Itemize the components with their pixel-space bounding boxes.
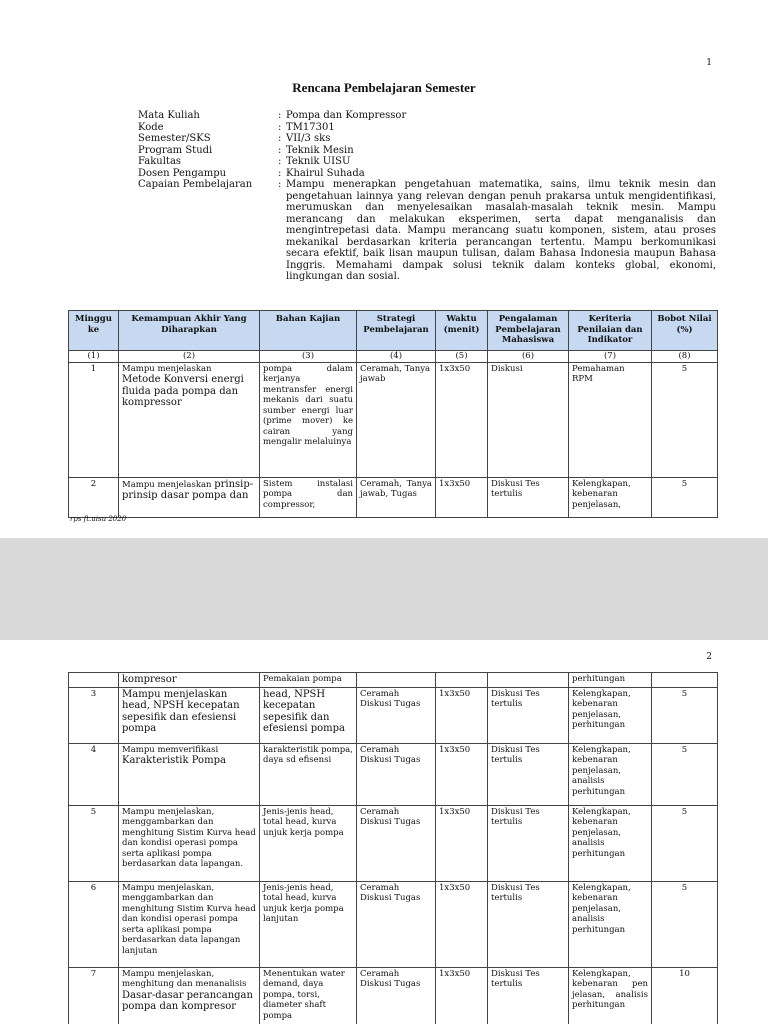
time-cell: 1x3x50 <box>436 805 488 881</box>
week-cell: 1 <box>69 362 119 477</box>
column-number: (6) <box>488 351 569 363</box>
week-cell: 6 <box>69 881 119 967</box>
weight-cell: 5 <box>652 687 718 743</box>
ability-text: Dasar-dasar perancangan pompa dan kompresor <box>122 989 253 1012</box>
ability-prefix: Mampu menjelaskan <box>122 479 212 490</box>
material-cell: Pemakaian pompa <box>260 673 357 688</box>
meta-value: VII/3 sks <box>286 133 331 144</box>
column-number: (8) <box>652 351 718 363</box>
meta-row: Fakultas : Teknik UISU <box>138 156 716 168</box>
strategy-cell: Ceramah Diskusi Tugas <box>357 881 436 967</box>
meta-value: Pompa dan Kompressor <box>286 110 407 121</box>
meta-value: TM17301 <box>286 121 335 133</box>
column-header: Pengalaman Pembelajaran Mahasiswa <box>488 311 569 351</box>
criteria-cell: Kelengkapan, kebenaran penjelasan, perhitungan <box>569 687 652 743</box>
column-header: Minggu ke <box>69 311 119 351</box>
meta-value: Teknik Mesin <box>286 144 354 156</box>
column-number: (7) <box>569 351 652 363</box>
footer-note: rps ft.uisu 2020 <box>70 515 127 523</box>
material-cell: pompa dalam kerjanya mentransfer energi mekanis dari suatu sumber energi luar (prime mover) ke cairan yang mengalir melaluinya <box>260 362 357 477</box>
time-cell: 1x3x50 <box>436 477 488 517</box>
table-row <box>69 687 718 743</box>
meta-row: Mata Kuliah : Pompa dan Kompressor <box>138 110 716 122</box>
column-number: (1) <box>69 351 119 363</box>
week-cell: 3 <box>69 687 119 743</box>
experience-cell: Diskusi Tes tertulis <box>488 743 569 805</box>
experience-cell: Diskusi Tes tertulis <box>488 967 569 1024</box>
table-row <box>69 477 718 517</box>
learning-outcome: Mampu menerapkan pengetahuan matematika, sains, ilmu teknik mesin dan pengetahuan lainnya yang relevan dengan penuh prakarsa untuk mengidentifikasi, merumuskan dan menyelesaikan masalah-masalah teknik mesin. Mampu merancang dan melakukan eksperimen, serta dapat menganalisis dan mengintrepetasi data. Mampu merancang suatu komponen, sistem, atau proses mekanikal berdasarkan kriteria perancangan tertentu. Mampu berkomunikasi secara efektif, baik lisan maupun tulisan, dalam Bahasa Indonesia maupun Bahasa Inggris. Memahami dampak solusi teknik dalam konteks global, ekonomi, lingkungan dan sosial. <box>286 179 716 282</box>
material-cell: Sistem instalasi pompa dan compressor, <box>260 477 357 517</box>
ability-cell <box>119 967 260 1024</box>
ability-cell: kompresor <box>119 673 260 688</box>
strategy-cell: Ceramah Diskusi Tugas <box>357 805 436 881</box>
ability-prefix: Mampu menjelaskan, menghitung dan menanalisis <box>122 968 247 989</box>
meta-key: Kode <box>138 121 164 133</box>
time-cell: 1x3x50 <box>436 743 488 805</box>
meta-key: Semester/SKS <box>138 133 211 144</box>
week-cell: 2 <box>69 477 119 517</box>
column-header: Bobot Nilai (%) <box>652 311 718 351</box>
table-row <box>69 805 718 881</box>
page-number: 1 <box>706 58 712 68</box>
time-cell: 1x3x50 <box>436 687 488 743</box>
meta-row: Semester/SKS : VII/3 sks <box>138 133 716 145</box>
meta-value: Khairul Suhada <box>286 167 365 179</box>
time-cell: 1x3x50 <box>436 362 488 477</box>
week-cell: 7 <box>69 967 119 1024</box>
column-header: Bahan Kajian <box>260 311 357 351</box>
strategy-cell: Ceramah Diskusi Tugas <box>357 687 436 743</box>
ability-cell <box>119 362 260 477</box>
experience-cell: Diskusi Tes tertulis <box>488 477 569 517</box>
meta-row: Dosen Pengampu : Khairul Suhada <box>138 168 716 180</box>
strategy-cell: Ceramah, Tanya jawab <box>357 362 436 477</box>
column-header: Keriteria Penilaian dan Indikator <box>569 311 652 351</box>
rps-table <box>68 310 718 518</box>
page-number: 2 <box>706 652 712 662</box>
column-number: (4) <box>357 351 436 363</box>
column-header: Waktu (menit) <box>436 311 488 351</box>
ability-cell: Mampu menjelaskan, menggambarkan dan menghitung Sistim Kurva head dan kondisi operasi pompa serta aplikasi pompa berdasarkan data lapangan. <box>119 805 260 881</box>
time-cell: 1x3x50 <box>436 967 488 1024</box>
table-row <box>69 881 718 967</box>
experience-cell: Diskusi <box>488 362 569 477</box>
weight-cell: 5 <box>652 881 718 967</box>
document-title: Rencana Pembelajaran Semester <box>292 80 476 95</box>
meta-row: Kode : TM17301 <box>138 122 716 134</box>
meta-key: Dosen Pengampu <box>138 167 227 179</box>
ability-prefix: Mampu menjelaskan <box>122 363 212 374</box>
material-cell: Menentukan water demand, daya pompa, torsi, diameter shaft pompa <box>260 967 357 1024</box>
course-info <box>138 110 716 283</box>
meta-row: Capaian Pembelajaran : Mampu menerapkan pengetahuan matematika, sains, ilmu teknik mesin dan pengetahuan lainnya yang relevan dengan penuh prakarsa untuk mengidentifikasi, merumuskan dan menyelesaikan masalah-masalah teknik mesin. Mampu merancang dan melakukan eksperimen, serta dapat menganalisis dan mengintrepetasi data. Mampu merancang suatu komponen, sistem, atau proses mekanikal berdasarkan kriteria perancangan tertentu. Mampu berkomunikasi secara efektif, baik lisan maupun tulisan, dalam Bahasa Indonesia maupun Bahasa Inggris. Memahami dampak solusi teknik dalam konteks global, ekonomi, lingkungan dan sosial. <box>138 179 716 282</box>
material-cell: Jenis-jenis head, total head, kurva unjuk kerja pompa lanjutan <box>260 881 357 967</box>
table-row <box>69 967 718 1024</box>
meta-key: Fakultas <box>138 156 182 167</box>
ability-text: Karakteristik Pompa <box>122 755 226 766</box>
material-cell: karakteristik pompa, daya sd efisensi <box>260 743 357 805</box>
ability-cell <box>119 477 260 517</box>
material-cell: head, NPSH kecepatan sepesifik dan efesiensi pompa <box>260 687 357 743</box>
table-header-row <box>69 311 718 351</box>
strategy-cell: Ceramah Diskusi Tugas <box>357 743 436 805</box>
criteria-cell: Kelengkapan, kebenaran penjelasan, analisis perhitungan <box>569 743 652 805</box>
time-cell: 1x3x50 <box>436 881 488 967</box>
column-number: (5) <box>436 351 488 363</box>
meta-key: Program Studi <box>138 144 213 156</box>
meta-value: Teknik UISU <box>286 156 351 167</box>
meta-row: Program Studi : Teknik Mesin <box>138 145 716 157</box>
ability-text: prinsip-prinsip dasar pompa dan <box>122 478 254 501</box>
ability-cell: Mampu menjelaskan, menggambarkan dan menghitung Sistim Kurva head dan kondisi operasi pompa serta aplikasi pompa berdasarkan data lapangan lanjutan <box>119 881 260 967</box>
column-number: (3) <box>260 351 357 363</box>
table-row <box>69 743 718 805</box>
meta-key: Mata Kuliah <box>138 110 200 121</box>
material-cell: Jenis-jenis head, total head, kurva unjuk kerja pompa <box>260 805 357 881</box>
experience-cell: Diskusi Tes tertulis <box>488 881 569 967</box>
criteria-cell: Kelengkapan, kebenaran pen jelasan, analisis perhitungan <box>569 967 652 1024</box>
ability-cell <box>119 743 260 805</box>
table-row-continuation <box>69 673 718 688</box>
ability-prefix: Mampu memverifikasi <box>122 744 219 755</box>
criteria-cell: Kelengkapan, kebenaran penjelasan, analisis perhitungan <box>569 881 652 967</box>
weight-cell: 10 <box>652 967 718 1024</box>
meta-key: Capaian Pembelajaran <box>138 179 253 190</box>
experience-cell: Diskusi Tes tertulis <box>488 687 569 743</box>
criteria-cell: Pemahaman RPM <box>569 362 652 477</box>
ability-cell: Mampu menjelaskan head, NPSH kecepatan sepesifik dan efesiensi pompa <box>119 687 260 743</box>
column-number: (2) <box>119 351 260 363</box>
strategy-cell: Ceramah Diskusi Tugas <box>357 967 436 1024</box>
column-header: Kemampuan Akhir Yang Diharapkan <box>119 311 260 351</box>
table-row <box>69 362 718 477</box>
criteria-cell: Kelengkapan, kebenaran penjelasan, <box>569 477 652 517</box>
strategy-cell: Ceramah, Tanya jawab, Tugas <box>357 477 436 517</box>
week-cell: 5 <box>69 805 119 881</box>
rps-table-continued <box>68 672 718 1024</box>
criteria-cell: Kelengkapan, kebenaran penjelasan, analisis perhitungan <box>569 805 652 881</box>
week-cell: 4 <box>69 743 119 805</box>
weight-cell: 5 <box>652 477 718 517</box>
column-number-row <box>69 351 718 363</box>
ability-text: Metode Konversi energi fluida pada pompa dan kompressor <box>122 374 244 408</box>
column-header: Strategi Pembelajaran <box>357 311 436 351</box>
weight-cell: 5 <box>652 805 718 881</box>
weight-cell: 5 <box>652 362 718 477</box>
experience-cell: Diskusi Tes tertulis <box>488 805 569 881</box>
criteria-cell: perhitungan <box>569 673 652 688</box>
weight-cell: 5 <box>652 743 718 805</box>
